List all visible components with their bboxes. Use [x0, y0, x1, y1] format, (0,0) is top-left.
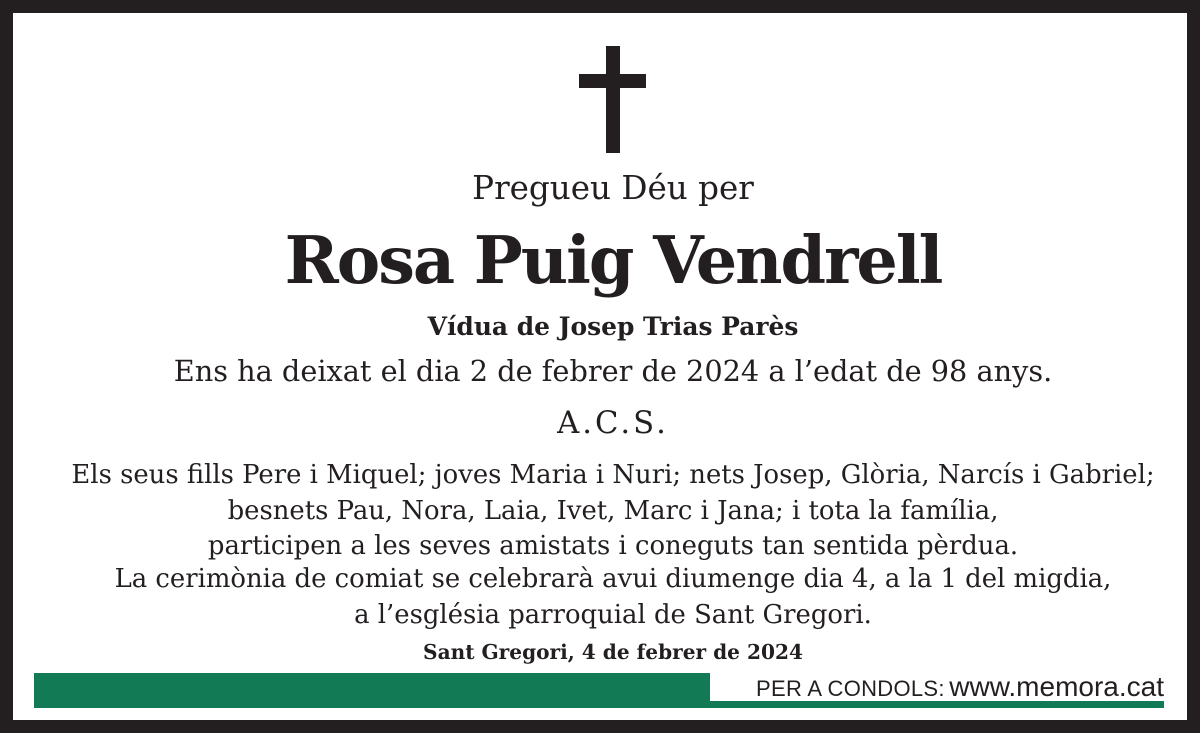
ceremony-line: a l’església parroquial de Sant Gregori. — [354, 600, 872, 630]
family-line: besnets Pau, Nora, Laia, Ivet, Marc i Jana; i tota la família, — [227, 496, 999, 526]
condolences — [756, 671, 1164, 703]
ceremony-line: La cerimònia de comiat se celebrarà avui diumenge dia 4, a la 1 del migdia, — [114, 564, 1112, 594]
death-date-text: Ens ha deixat el dia 2 de febrer de 2024 a l’edat de 98 anys. — [173, 354, 1053, 388]
family-line: Els seus fills Pere i Miquel; joves Maria i Nuri; nets Josep, Glòria, Narcís i Gabriel; — [71, 460, 1155, 490]
accent-band — [34, 673, 710, 708]
intro-text: Pregueu Déu per — [472, 169, 754, 207]
widow-of-text: Vídua de Josep Trias Parès — [427, 312, 799, 341]
website-link[interactable]: www.memora.cat — [949, 671, 1164, 702]
condolences-label: PER A CONDOLS: — [756, 676, 945, 701]
family-line: participen a les seves amistats i coneguts tan sentida pèrdua. — [207, 531, 1019, 561]
acs-text: A.C.S. — [557, 406, 669, 441]
condolences-bar — [34, 673, 1164, 708]
place-date: Sant Gregori, 4 de febrer de 2024 — [423, 640, 803, 664]
deceased-name: Rosa Puig Vendrell — [284, 223, 942, 299]
